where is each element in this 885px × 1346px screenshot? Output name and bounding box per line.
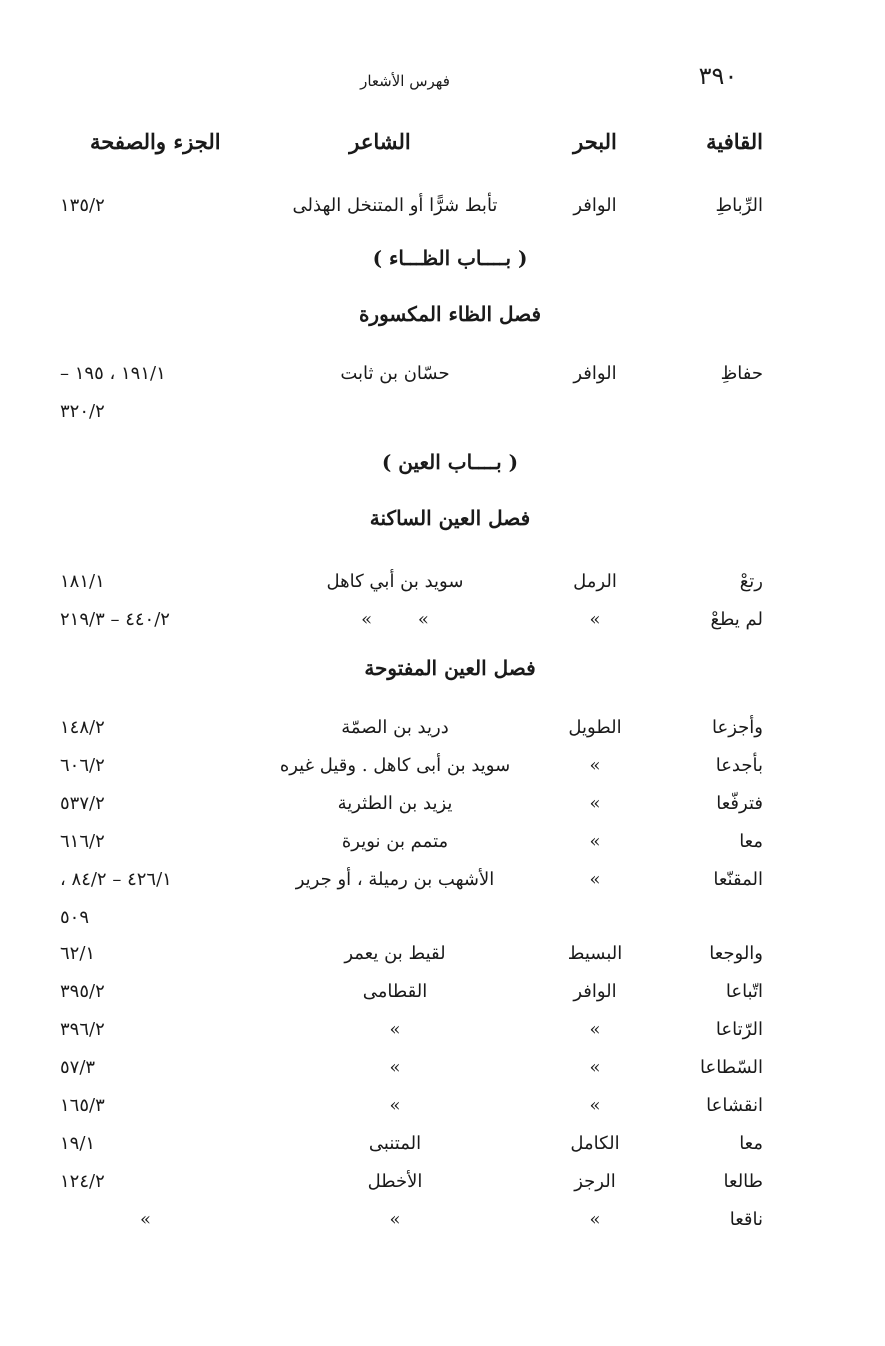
page-cell: ١٣٥/٢: [60, 195, 105, 216]
table-row: [0, 602, 885, 638]
header-bahr: البحر: [573, 129, 617, 154]
shaer-cell: »: [389, 1209, 401, 1230]
table-row: [0, 356, 885, 392]
shaer-cell: يزيد بن الطثرية: [337, 793, 453, 814]
section-heading-fasl-zaa: فصل الظاء المكسورة: [358, 302, 542, 326]
page-cell: ٣٩٥/٢: [60, 981, 105, 1002]
shaer-cell: الأخطل: [367, 1171, 423, 1192]
page-cell: ١٦٥/٣: [60, 1095, 105, 1116]
page-cell: ٤٤٠/٢ – ٢١٩/٣: [60, 609, 170, 630]
bahr-cell: الوافر: [573, 363, 617, 384]
bahr-cell: »: [589, 1095, 601, 1116]
page-cell-continuation: ٣٢٠/٢: [60, 401, 105, 422]
shaer-cell: »: [389, 1057, 401, 1078]
shaer-cell: » »: [361, 609, 429, 630]
bahr-cell: الوافر: [573, 195, 617, 216]
table-row: [0, 786, 885, 822]
table-row: [0, 1164, 885, 1200]
page-number: ٣٩٠: [698, 62, 738, 90]
bahr-cell: الرمل: [573, 571, 617, 592]
page-cell: ٥٧/٣: [60, 1057, 96, 1078]
qafiya-cell: السّطاعا: [699, 1057, 763, 1078]
section-heading-bab-zaa: ( بــــاب الظـــاء ): [372, 246, 528, 270]
shaer-cell: متمم بن نويرة: [341, 831, 449, 852]
header-qafiya: القافية: [706, 129, 763, 154]
bahr-cell: »: [589, 831, 601, 852]
column-headers: [0, 124, 885, 160]
qafiya-cell: بأجدعا: [715, 755, 763, 776]
shaer-cell: المتنبى: [368, 1133, 422, 1154]
table-row: [0, 748, 885, 784]
table-row: [0, 1012, 885, 1048]
page-cell: »: [140, 1209, 152, 1230]
table-row: [0, 862, 885, 898]
page-cell: ٥٣٧/٢: [60, 793, 105, 814]
shaer-cell: حسّان بن ثابت: [340, 363, 450, 384]
page-cell: ١٨١/١: [60, 571, 105, 592]
bahr-cell: الطويل: [568, 717, 622, 738]
table-row: [0, 824, 885, 860]
shaer-cell: تأبط شرًّا أو المتنخل الهذلى: [292, 195, 498, 216]
qafiya-cell: وأجزعا: [712, 717, 763, 738]
page-cell: ١٤٨/٢: [60, 717, 105, 738]
header-shaer: الشاعر: [349, 129, 411, 154]
shaer-cell: الأشهب بن رميلة ، أو جرير: [295, 869, 495, 890]
bahr-cell: »: [589, 1209, 601, 1230]
qafiya-cell: معا: [739, 831, 763, 852]
page-cell: ٤٢٦/١ – ٨٤/٢ ،: [60, 869, 172, 890]
qafiya-cell: والوجعا: [709, 943, 763, 964]
bahr-cell: الوافر: [573, 981, 617, 1002]
table-row: [0, 936, 885, 972]
page-cell: ٦٠٦/٢: [60, 755, 105, 776]
qafiya-cell: رتعْ: [739, 571, 763, 592]
qafiya-cell: طالعا: [723, 1171, 763, 1192]
bahr-cell: الرجز: [574, 1171, 616, 1192]
header-juz: الجزء والصفحة: [90, 129, 221, 154]
bahr-cell: »: [589, 755, 601, 776]
page-cell: ٦١٦/٢: [60, 831, 105, 852]
qafiya-cell: حفاظِ: [720, 363, 763, 384]
shaer-cell: سويد بن أبى كاهل . وقيل غيره: [279, 755, 511, 776]
table-row: [0, 974, 885, 1010]
table-row: [0, 188, 885, 224]
qafiya-cell: الرِّباطِ: [715, 195, 763, 216]
page-cell-continuation: ٥٠٩: [60, 907, 90, 928]
qafiya-cell: اتّباعا: [725, 981, 763, 1002]
shaer-cell: لقيط بن يعمر: [344, 943, 446, 964]
bahr-cell: »: [589, 793, 601, 814]
shaer-cell: القطامى: [362, 981, 428, 1002]
table-row: [0, 1126, 885, 1162]
shaer-cell: »: [389, 1095, 401, 1116]
bahr-cell: »: [589, 1019, 601, 1040]
table-row: [0, 1088, 885, 1124]
page-cell: ١٩/١: [60, 1133, 96, 1154]
bahr-cell: الكامل: [570, 1133, 620, 1154]
bahr-cell: »: [589, 609, 601, 630]
qafiya-cell: لم يطعْ: [710, 609, 763, 630]
bahr-cell: »: [589, 869, 601, 890]
page-cell: ١٩١/١ ، ١٩٥ –: [60, 363, 166, 384]
section-heading-bab-ayn: ( بــــاب العين ): [381, 450, 519, 474]
table-row: [0, 564, 885, 600]
shaer-cell: سويد بن أبي كاهل: [326, 571, 464, 592]
table-row: [0, 710, 885, 746]
section-heading-fasl-ayn-sakina: فصل العين الساكنة: [369, 506, 531, 530]
qafiya-cell: الرّتاعا: [715, 1019, 763, 1040]
section-heading-fasl-ayn-maftuha: فصل العين المفتوحة: [364, 656, 536, 680]
page-cell: ٦٢/١: [60, 943, 96, 964]
qafiya-cell: المقنّعا: [713, 869, 763, 890]
shaer-cell: دريد بن الصمّة: [341, 717, 449, 738]
qafiya-cell: ناقعا: [729, 1209, 763, 1230]
shaer-cell: »: [389, 1019, 401, 1040]
table-row: [0, 1050, 885, 1086]
table-row: [0, 1202, 885, 1238]
bahr-cell: »: [589, 1057, 601, 1078]
bahr-cell: البسيط: [567, 943, 623, 964]
qafiya-cell: انقشاعا: [706, 1095, 763, 1116]
qafiya-cell: فترفّعا: [716, 793, 763, 814]
page-cell: ١٢٤/٢: [60, 1171, 105, 1192]
page-cell: ٣٩٦/٢: [60, 1019, 105, 1040]
running-head: فهرس الأشعار: [360, 72, 450, 90]
qafiya-cell: معا: [739, 1133, 763, 1154]
